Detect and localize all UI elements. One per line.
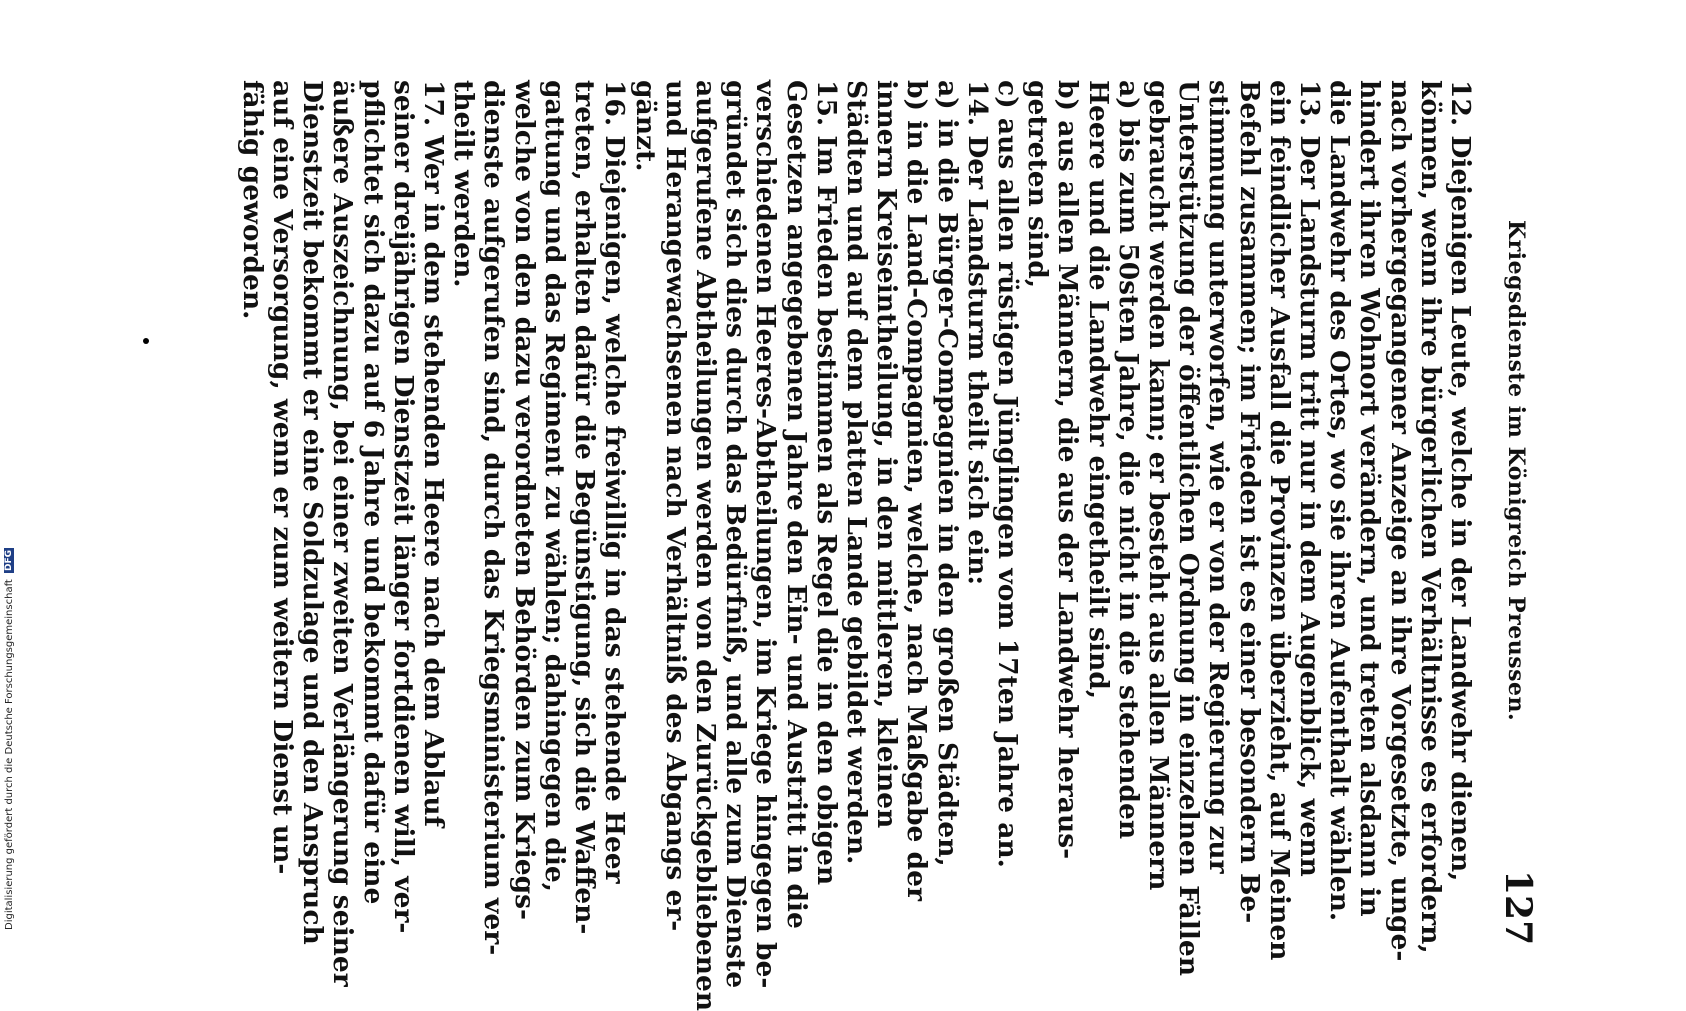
text-line: getreten sind, xyxy=(1022,80,1054,289)
ink-speck xyxy=(143,338,149,344)
text-line: seiner dreijährigen Dienstzeit länger fortdienen will, ver- xyxy=(387,80,419,934)
text-line: und Herangewachsenen nach Verhältniß des Abgangs er- xyxy=(659,80,691,932)
text-line: 17. Wer in dem stehenden Heere nach dem Ablauf xyxy=(418,80,450,828)
text-line: theilt werden. xyxy=(448,80,480,288)
paragraph xyxy=(448,80,631,956)
text-line: Befehl zusammen; im Frieden ist es einer besondern Be- xyxy=(1233,80,1265,924)
text-line: Dienstzeit bekommt er eine Soldzulage und den Anspruch xyxy=(297,80,329,945)
text-line: Städten und auf dem platten Lande gebildet werden. xyxy=(840,80,872,865)
text-line: 15. Im Frieden bestimmen als Regel die in den obigen xyxy=(810,80,842,886)
running-header xyxy=(1485,80,1545,946)
text-line: auf eine Versorgung, wenn er zum weitern Dienst un- xyxy=(267,80,299,875)
text-line: aufgerufene Abtheilungen werden von den Zurückgebliebenen xyxy=(689,80,721,1011)
text-line: b) aus allen Männern, die aus der Landwehr heraus- xyxy=(1052,80,1084,860)
text-line: b) in die Land-Compagnien, welche, nach Maßgabe der xyxy=(901,80,933,901)
text-line: pflichtet sich dazu auf 6 Jahre und bekommt dafür eine xyxy=(357,80,389,905)
text-line: ein feindlicher Ausfall die Provinzen überzieht, auf Meinen xyxy=(1263,80,1295,961)
text-line: gebraucht werden kann; er besteht aus allen Männern xyxy=(1142,80,1174,891)
text-line: gänzt. xyxy=(629,80,661,172)
text-line: a) bis zum 50sten Jahre, die nicht in die stehenden xyxy=(1112,80,1144,840)
text-line: gründet sich dies durch das Bedürfniß, und alle zum Dienste xyxy=(720,80,752,989)
paragraph xyxy=(236,80,450,987)
paragraph xyxy=(992,80,1143,940)
text-line: a) in die Bürger-Compagnien in den großen Städten, xyxy=(931,80,963,867)
dfg-logo: DFG xyxy=(4,549,14,571)
text-line: können, wenn ihre bürgerlichen Verhältnisse es erfordern, xyxy=(1414,80,1446,954)
body-text xyxy=(195,80,1476,1011)
text-line: 13. Der Landsturm tritt nur in dem Augenblick, wenn xyxy=(1293,80,1325,877)
text-line: verschiedenen Heeres-Abtheilungen, im Kriege hingegen be- xyxy=(750,80,782,989)
page-number: 127 xyxy=(1497,870,1539,946)
text-line: äußere Auszeichnung, bei einer zweiten Verlängerung seiner xyxy=(327,80,359,987)
text-line: gattung und das Regiment zu wählen; dahingegen die, xyxy=(538,80,570,892)
text-line: die Landwehr des Ortes, wo sie ihren Aufenthalt wählen. xyxy=(1324,80,1356,922)
text-line: welche von den dazu verordneten Behörden zum Kriegs- xyxy=(508,80,540,921)
scanned-page xyxy=(185,40,1545,1011)
text-line: innern Kreiseintheilung, in den mittleren, kleinen xyxy=(871,80,903,829)
text-line: nach vorhergegangener Anzeige an ihre Vorgesetzte, unge- xyxy=(1384,80,1416,962)
dfg-credit xyxy=(4,548,15,930)
text-line: treten, erhalten dafür die Begünstigung, sich die Waffen- xyxy=(569,80,601,935)
dfg-credit-text: Digitalisierung gefördert durch die Deutsche Forschungsgemeinschaft xyxy=(4,579,15,930)
text-line: stimmung unterworfen, wie er von der Regierung zur xyxy=(1203,80,1235,874)
text-line: 12. Diejenigen Leute, welche in der Landwehr dienen, xyxy=(1445,80,1476,882)
text-line: 16. Diejenigen, welche freiwillig in das stehende Heer xyxy=(599,80,631,884)
text-line: c) aus allen rüstigen Jünglingen vom 17ten Jahre an. xyxy=(991,80,1023,868)
text-line: dienste aufgerufen sind, durch das Kriegsministerium ver- xyxy=(478,80,510,956)
paragraph xyxy=(629,80,842,1011)
text-line: Heere und die Landwehr eingetheilt sind, xyxy=(1082,80,1114,700)
paragraph xyxy=(1324,80,1476,962)
text-line: hindert ihren Wohnort verändern, und treten alsdann in xyxy=(1354,80,1386,917)
text-line: Gesetzen angegebenen Jahre den Ein- und Austritt in die xyxy=(780,80,812,929)
text-line: 14. Der Landsturm theilt sich ein: xyxy=(961,80,993,586)
text-line: fähig geworden. xyxy=(236,80,268,320)
text-line: Unterstützung der öffentlichen Ordnung in einzelnen Fällen xyxy=(1173,80,1205,976)
paragraph xyxy=(1142,80,1325,976)
running-title: Kriegsdienste im Königreich Preussen. xyxy=(1503,220,1529,722)
paragraph xyxy=(841,80,992,940)
